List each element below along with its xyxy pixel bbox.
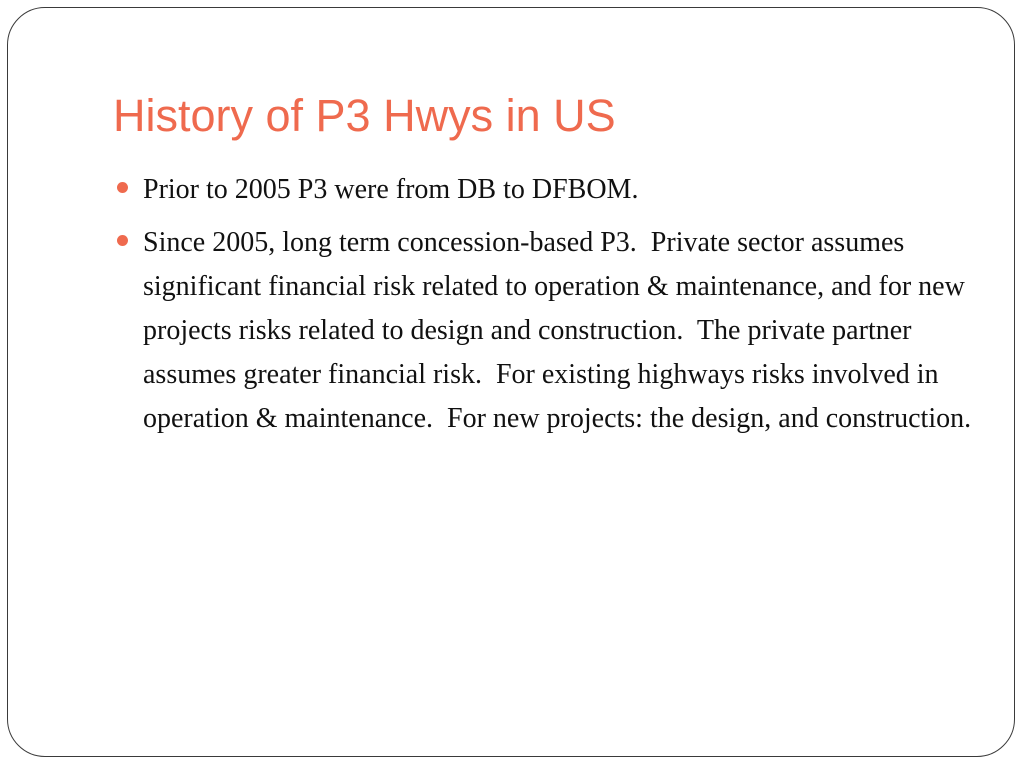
bullet-dot-icon xyxy=(117,182,128,193)
bullet-text: Since 2005, long term concession-based P3. Private sector assumes significant financial risk related to operation & maintenance, and for new projects risks related to design and construction. The private partner assumes greater financial risk. For existing highways risks involved in operation & maintenance. For new projects: the design, and construction. xyxy=(143,227,972,434)
bullet-list xyxy=(113,168,973,450)
slide-title: History of P3 Hwys in US xyxy=(113,90,616,141)
bullet-item xyxy=(113,168,973,212)
bullet-dot-icon xyxy=(117,235,128,246)
bullet-item xyxy=(113,221,973,441)
bullet-text: Prior to 2005 P3 were from DB to DFBOM. xyxy=(143,174,639,205)
